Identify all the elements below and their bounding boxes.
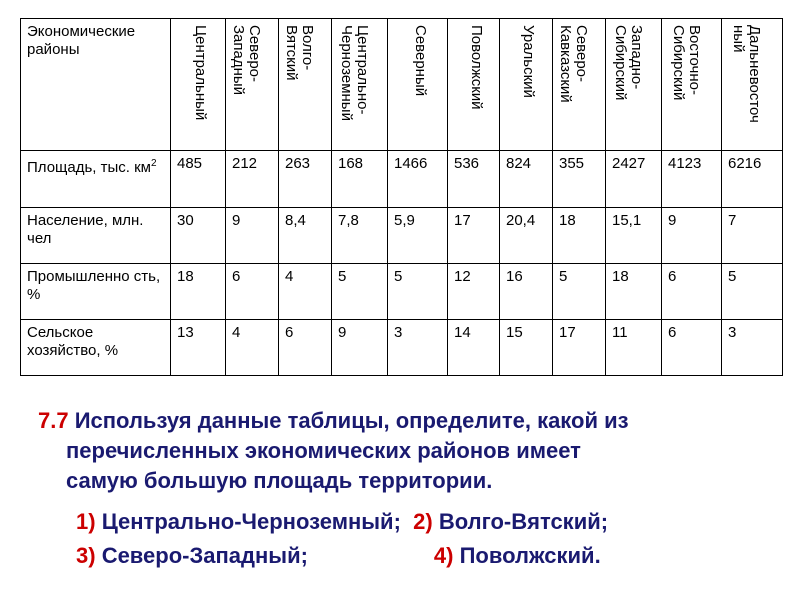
table-cell: 485 <box>171 151 226 207</box>
row-label-industry: Промышленно сть, % <box>21 263 171 319</box>
question-number: 7.7 <box>38 408 69 433</box>
table-cell: 263 <box>279 151 332 207</box>
region-name: Восточно- Сибирский <box>669 25 703 101</box>
table-cell: 5 <box>388 263 448 319</box>
economic-regions-table-container <box>20 18 782 376</box>
region-name: Северо- Кавказский <box>557 25 590 103</box>
table-cell: 3 <box>388 319 448 375</box>
answer-row-2 <box>76 539 776 573</box>
region-header <box>662 19 722 151</box>
answer-options <box>76 505 776 573</box>
table-cell: 7,8 <box>332 207 388 263</box>
answer-option-1[interactable]: 1) Центрально-Черноземный; <box>76 509 401 534</box>
region-name: Западно- Сибирский <box>611 25 645 101</box>
row-label-population: Население, млн. чел <box>21 207 171 263</box>
table-cell: 18 <box>553 207 606 263</box>
table-cell: 824 <box>500 151 553 207</box>
table-cell: 20,4 <box>500 207 553 263</box>
region-header <box>448 19 500 151</box>
table-cell: 17 <box>448 207 500 263</box>
row-label-area: Площадь, тыс. $км^2$ <box>21 151 171 207</box>
table-cell: 6 <box>662 263 722 319</box>
table-cell: 8,4 <box>279 207 332 263</box>
table-cell: 11 <box>606 319 662 375</box>
table-cell: 5,9 <box>388 207 448 263</box>
table-cell: 5 <box>722 263 783 319</box>
region-name: Уральский <box>520 25 537 98</box>
answer-option-2[interactable]: 2) Волго-Вятский; <box>413 509 609 534</box>
region-name: Дальневосточ ный <box>730 25 763 123</box>
table-cell: 6 <box>279 319 332 375</box>
corner-label: Экономические районы <box>27 23 136 58</box>
table-row <box>21 263 783 319</box>
table-cell: 5 <box>553 263 606 319</box>
question-text <box>38 406 778 496</box>
region-header <box>279 19 332 151</box>
table-cell: 9 <box>662 207 722 263</box>
table-row <box>21 319 783 375</box>
table-cell: 4 <box>279 263 332 319</box>
table-cell: 6 <box>662 319 722 375</box>
table-cell: 9 <box>226 207 279 263</box>
answer-row-1 <box>76 505 776 539</box>
table-cell: 3 <box>722 319 783 375</box>
table-cell: 536 <box>448 151 500 207</box>
region-name: Северный <box>411 25 429 97</box>
row-label-agriculture: Сельское хозяйство, % <box>21 319 171 375</box>
region-header <box>722 19 783 151</box>
table-cell: 18 <box>606 263 662 319</box>
region-header <box>332 19 388 151</box>
region-name: Поволжский <box>467 25 485 110</box>
question-line-3: самую большую площадь территории. <box>66 468 493 493</box>
table-cell: 16 <box>500 263 553 319</box>
table-cell: 4123 <box>662 151 722 207</box>
region-header <box>606 19 662 151</box>
region-name: Центральный <box>192 25 209 121</box>
table-row <box>21 207 783 263</box>
corner-header <box>21 19 171 151</box>
table-cell: 30 <box>171 207 226 263</box>
table-cell: 15,1 <box>606 207 662 263</box>
table-cell: 7 <box>722 207 783 263</box>
question-line-1: 7.7 Используя данные таблицы, определите, какой из <box>38 408 629 433</box>
table-cell: 6 <box>226 263 279 319</box>
table-cell: 17 <box>553 319 606 375</box>
region-header <box>553 19 606 151</box>
region-name: Северо- Западный <box>230 25 263 96</box>
table-cell: 15 <box>500 319 553 375</box>
table-cell: 18 <box>171 263 226 319</box>
table-cell: 12 <box>448 263 500 319</box>
table-cell: 13 <box>171 319 226 375</box>
table-header-row <box>21 19 783 151</box>
table-cell: 2427 <box>606 151 662 207</box>
region-header <box>388 19 448 151</box>
table-cell: 14 <box>448 319 500 375</box>
region-header <box>500 19 553 151</box>
table-cell: 1466 <box>388 151 448 207</box>
answer-option-4[interactable]: 4) Поволжский. <box>433 543 601 568</box>
table-cell: 168 <box>332 151 388 207</box>
table-row <box>21 151 783 207</box>
table-cell: 4 <box>226 319 279 375</box>
table-cell: 212 <box>226 151 279 207</box>
region-name: Волго- Вятский <box>283 25 316 81</box>
table-cell: 355 <box>553 151 606 207</box>
economic-regions-table <box>20 18 783 376</box>
answer-option-3[interactable]: 3) Северо-Западный; <box>76 543 308 568</box>
region-name: Центрально- Черноземный <box>337 25 371 121</box>
region-header <box>171 19 226 151</box>
table-cell: 5 <box>332 263 388 319</box>
table-cell: 6216 <box>722 151 783 207</box>
region-header <box>226 19 279 151</box>
question-line-2: перечисленных экономических районов имеет <box>66 438 581 463</box>
table-cell: 9 <box>332 319 388 375</box>
